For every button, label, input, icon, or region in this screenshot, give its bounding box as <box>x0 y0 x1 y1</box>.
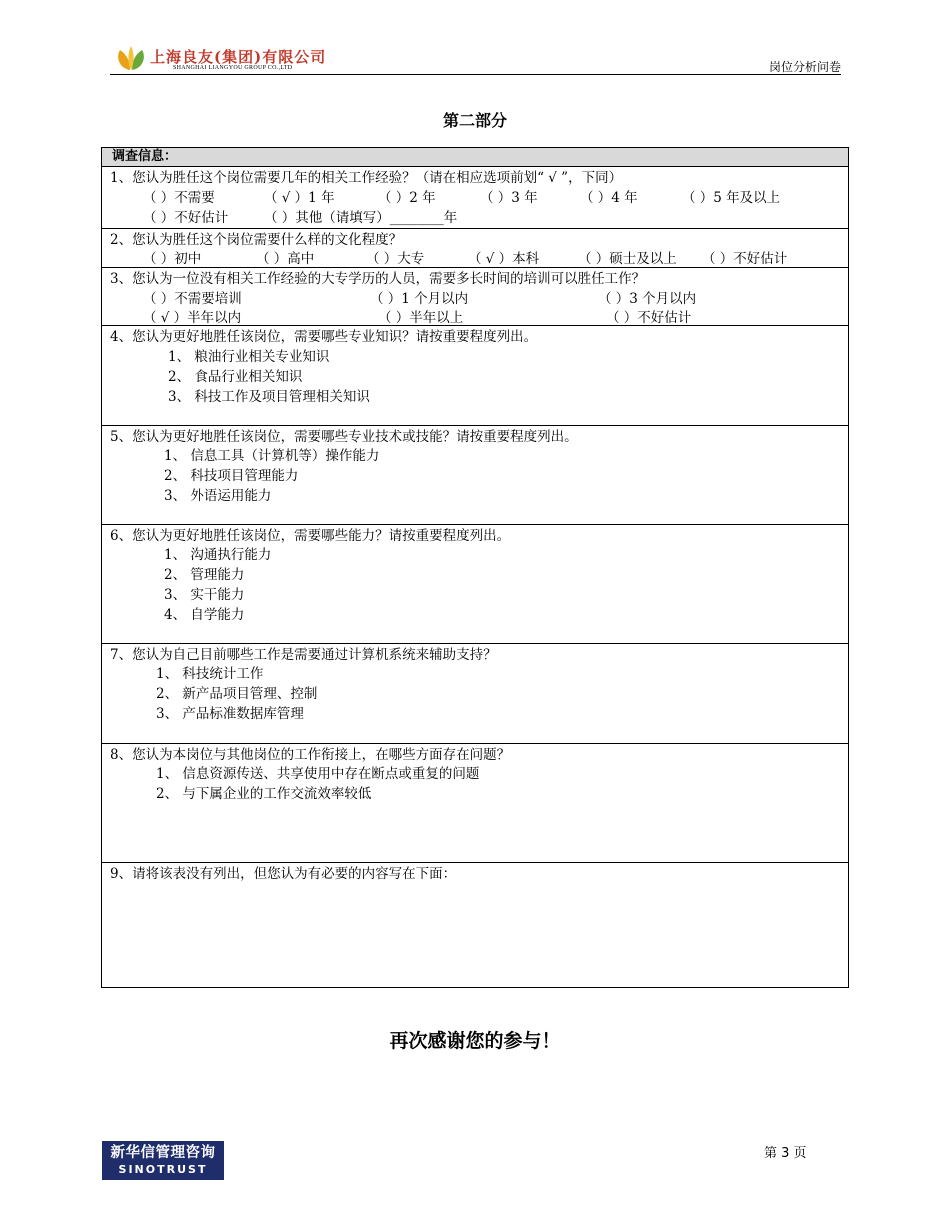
list-item: 4、 自学能力 <box>164 607 245 623</box>
list-item: 3、 外语运用能力 <box>164 488 272 504</box>
question-8-text: 8、您认为本岗位与其他岗位的工作衔接上，在哪些方面存在问题？ <box>110 747 511 763</box>
list-item: 2、 新产品项目管理、控制 <box>156 686 318 702</box>
question-8 <box>102 744 848 863</box>
question-7-text: 7、您认为自己目前哪些工作是需要通过计算机系统来辅助支持？ <box>110 647 497 663</box>
q1-option-unsure[interactable]: （ ）不好估计 <box>143 210 229 226</box>
question-2 <box>102 229 848 268</box>
list-item: 2、 与下属企业的工作交流效率较低 <box>156 786 372 802</box>
q2-option-master-plus[interactable]: （ ）硕士及以上 <box>578 251 677 267</box>
list-item: 3、 产品标准数据库管理 <box>156 706 304 722</box>
question-6-text: 6、您认为更好地胜任该岗位，需要哪些能力？请按重要程度列出。 <box>110 528 511 544</box>
question-9-text: 9、请将该表没有列出，但您认为有必要的内容写在下面： <box>110 866 457 882</box>
thank-you-message: 再次感谢您的参与！ <box>389 1030 561 1052</box>
q3-option-over-half-year[interactable]: （ ）半年以上 <box>378 310 464 326</box>
survey-table <box>101 147 849 988</box>
question-6 <box>102 525 848 644</box>
company-name-en: SHANGHAI LIANGYOU GROUP CO.,LTD <box>173 65 293 71</box>
question-1-text: 1、您认为胜任这个岗位需要几年的相关工作经验？（请在相应选项前划“ √ ”，下同） <box>110 170 623 186</box>
list-item: 2、 管理能力 <box>164 567 245 583</box>
list-item: 1、 信息工具（计算机等）操作能力 <box>164 448 380 464</box>
q1-option-1yr[interactable]: （ √ ）1 年 <box>264 190 335 206</box>
q1-option-none[interactable]: （ ）不需要 <box>143 190 215 206</box>
q1-option-other[interactable]: （ ）其他（请填写）________年 <box>264 210 458 226</box>
list-item: 1、 科技统计工作 <box>156 666 264 682</box>
company-name-cn: 上海良友(集团)有限公司 <box>150 48 327 66</box>
q2-option-junior-high[interactable]: （ ）初中 <box>143 251 202 267</box>
q1-option-4yr[interactable]: （ ）4 年 <box>580 190 638 206</box>
q1-option-5yr-plus[interactable]: （ ）5 年及以上 <box>682 190 781 206</box>
sinotrust-logo <box>102 1141 224 1180</box>
list-item: 1、 沟通执行能力 <box>164 547 272 563</box>
q1-option-3yr[interactable]: （ ）3 年 <box>480 190 538 206</box>
section-title: 第二部分 <box>442 111 507 130</box>
page-header <box>110 44 841 75</box>
question-9 <box>102 863 848 987</box>
document-title: 岗位分析问卷 <box>768 60 841 74</box>
leaf-logo-icon <box>114 46 148 70</box>
q3-option-1-month[interactable]: （ ）1 个月以内 <box>370 291 469 307</box>
list-item: 2、 食品行业相关知识 <box>168 369 303 385</box>
list-item: 1、 粮油行业相关专业知识 <box>168 349 330 365</box>
list-item: 2、 科技项目管理能力 <box>164 468 299 484</box>
q3-option-half-year[interactable]: （ √ ）半年以内 <box>143 310 242 326</box>
page-number: 第 3 页 <box>764 1146 807 1161</box>
q1-option-2yr[interactable]: （ ）2 年 <box>378 190 436 206</box>
q2-option-bachelor[interactable]: （ √ ）本科 <box>468 251 540 267</box>
question-1 <box>102 167 848 229</box>
question-5 <box>102 426 848 525</box>
q2-option-college[interactable]: （ ）大专 <box>366 251 425 267</box>
question-5-text: 5、您认为更好地胜任该岗位，需要哪些专业技术或技能？请按重要程度列出。 <box>110 429 578 445</box>
q2-option-unsure[interactable]: （ ）不好估计 <box>702 251 788 267</box>
q2-option-high-school[interactable]: （ ）高中 <box>256 251 315 267</box>
footer-logo-en: SINOTRUST <box>118 1163 208 1176</box>
question-7 <box>102 644 848 744</box>
q3-option-no-training[interactable]: （ ）不需要培训 <box>143 291 242 307</box>
list-item: 3、 实干能力 <box>164 587 245 603</box>
q3-option-unsure[interactable]: （ ）不好估计 <box>606 310 692 326</box>
q3-option-3-months[interactable]: （ ）3 个月以内 <box>598 291 697 307</box>
list-item: 3、 科技工作及项目管理相关知识 <box>168 389 370 405</box>
list-item: 1、 信息资源传送、共享使用中存在断点或重复的问题 <box>156 766 480 782</box>
question-3 <box>102 268 848 326</box>
footer-logo-cn: 新华信管理咨询 <box>110 1145 216 1161</box>
question-3-text: 3、您认为一位没有相关工作经验的大专学历的人员，需要多长时间的培训可以胜任工作？ <box>110 271 646 287</box>
question-2-text: 2、您认为胜任这个岗位需要什么样的文化程度？ <box>110 232 403 248</box>
question-4 <box>102 326 848 426</box>
question-4-text: 4、您认为更好地胜任该岗位，需要哪些专业知识？请按重要程度列出。 <box>110 329 538 345</box>
survey-heading: 调查信息： <box>102 148 848 167</box>
